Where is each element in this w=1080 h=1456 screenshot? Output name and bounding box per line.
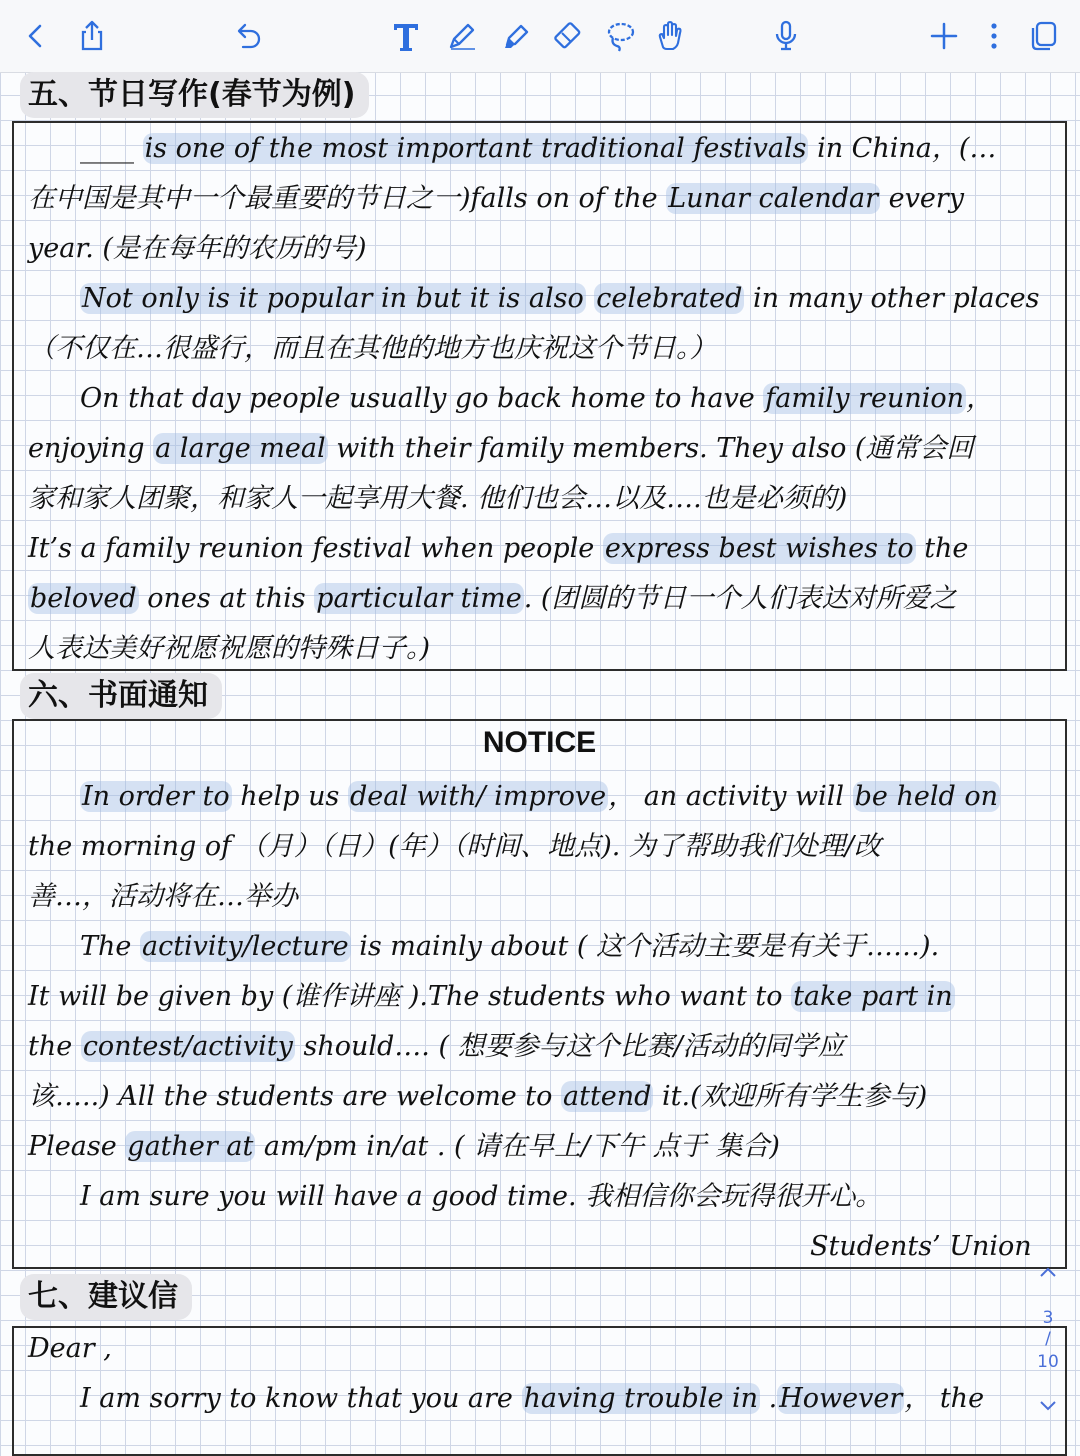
more-icon[interactable] — [972, 14, 1016, 58]
pages-icon[interactable] — [1022, 14, 1066, 58]
share-icon[interactable] — [70, 14, 114, 58]
undo-icon[interactable] — [226, 14, 270, 58]
section5-line — [28, 174, 1058, 224]
back-chevron-icon[interactable] — [14, 14, 58, 58]
section5-line — [28, 424, 1058, 474]
highlight-phrase: be held on — [854, 781, 998, 812]
note-text: help us — [231, 781, 348, 812]
highlight-phrase: gather at — [127, 1131, 254, 1162]
highlight-phrase: is one of the most important traditional festivals — [144, 133, 807, 164]
highlight-phrase: celebrated — [596, 283, 743, 314]
hand-icon[interactable] — [648, 14, 692, 58]
eraser-icon[interactable] — [546, 14, 590, 58]
note-text: the — [28, 1031, 81, 1062]
section5-line — [28, 324, 1058, 374]
highlighter-icon[interactable] — [494, 14, 538, 58]
section7-line — [80, 1374, 1080, 1424]
note-text: （不仅在…很盛行，而且在其他的地方也庆祝这个节日。） — [28, 333, 717, 364]
note-text: Please — [28, 1131, 126, 1162]
note-text: ， the — [904, 1383, 985, 1414]
note-text: 在中国是其中一个最重要的节日之一)falls on of the — [28, 183, 667, 214]
page-divider: / — [1045, 1329, 1051, 1349]
section7-line — [28, 1324, 1058, 1374]
note-text: Dear , — [28, 1333, 112, 1364]
highlight-phrase: particular time — [316, 583, 522, 614]
note-text: is mainly about ( 这个活动主要是有关于……). — [350, 931, 940, 962]
highlight-phrase: a large meal — [155, 433, 326, 464]
section6-line — [28, 822, 1058, 872]
section5-line — [28, 574, 1058, 624]
section5-line — [80, 124, 1080, 174]
note-text: ， — [966, 383, 994, 414]
note-text: it.(欢迎所有学生参与) — [653, 1081, 928, 1112]
highlight-phrase: activity/lecture — [141, 931, 349, 962]
note-text: in China，(… — [808, 133, 997, 164]
text-tool-icon[interactable] — [384, 14, 428, 58]
highlight-phrase: Not only is it popular in but it is also — [82, 283, 584, 314]
section6-line — [28, 872, 1058, 922]
note-text: should…. ( 想要参与这个比赛/活动的同学应 — [294, 1031, 845, 1062]
highlight-phrase: attend — [563, 1081, 652, 1112]
note-text: It will be given by (谁作讲座 ).The students who want to — [28, 981, 792, 1012]
highlight-phrase: take part in — [793, 981, 953, 1012]
section6-line — [28, 972, 1058, 1022]
note-text: ____ — [80, 133, 143, 164]
note-text: I am sure you will have a good time. 我相信你会玩得很开心。 — [80, 1181, 883, 1212]
note-text: 善…，活动将在…举办 — [28, 881, 298, 912]
note-text: . (团圆的节日一个人们表达对所爱之 — [523, 583, 957, 614]
page-total: 10 — [1037, 1352, 1059, 1372]
highlight-phrase: contest/activity — [82, 1031, 293, 1062]
note-text: enjoying — [28, 433, 154, 464]
section6-line — [80, 1172, 1080, 1222]
section7-heading: 七、建议信 — [20, 1274, 192, 1320]
section6-line — [28, 1022, 1058, 1072]
section5-line — [28, 624, 1058, 674]
highlight-phrase: family reunion — [765, 383, 965, 414]
section5-line — [80, 374, 1080, 424]
lasso-icon[interactable] — [598, 14, 642, 58]
note-text: am/pm in/at . ( 请在早上/下午 点于 集合) — [255, 1131, 780, 1162]
highlight-phrase: deal with/ improve — [349, 781, 607, 812]
pen-tool-icon[interactable] — [440, 14, 484, 58]
section6-line — [80, 772, 1080, 822]
add-page-icon[interactable] — [922, 14, 966, 58]
section6-heading: 六、书面通知 — [20, 673, 222, 719]
note-text: 家和家人团聚，和家人一起享用大餐. 他们也会…以及….也是必须的) — [28, 483, 848, 514]
highlight-phrase: In order to — [82, 781, 230, 812]
note-text: the morning of （月）（日）(年）（时间、地点). 为了帮助我们处理/改 — [28, 831, 882, 862]
section5-line — [28, 224, 1058, 274]
page-current: 3 — [1042, 1308, 1054, 1328]
highlight-phrase: However — [779, 1383, 903, 1414]
microphone-icon[interactable] — [764, 14, 808, 58]
notice-title: NOTICE — [482, 726, 597, 759]
note-text: On that day people usually go back home to have — [80, 383, 764, 414]
section5-line — [28, 474, 1058, 524]
note-text — [586, 283, 595, 314]
note-text: ， an activity will — [608, 781, 853, 812]
section6-line — [28, 1122, 1058, 1172]
note-text: 人表达美好祝愿祝愿的特殊日子。) — [28, 633, 431, 664]
note-text: I am sorry to know that you are — [80, 1383, 522, 1414]
section6-line — [80, 922, 1080, 972]
toolbar — [0, 0, 1080, 73]
note-text: in many other places — [744, 283, 1040, 314]
note-text: with their family members. They also (通常会回 — [327, 433, 974, 464]
highlight-phrase: Lunar calendar — [668, 183, 879, 214]
highlight-phrase: beloved — [30, 583, 137, 614]
note-text: the — [915, 533, 969, 564]
note-text: ones at this — [138, 583, 315, 614]
section5-line — [28, 524, 1058, 574]
note-text: It’s a family reunion festival when people — [28, 533, 603, 564]
section6-line — [28, 1072, 1058, 1122]
note-text: . — [760, 1383, 778, 1414]
highlight-phrase: having trouble in — [523, 1383, 759, 1414]
highlight-phrase: express best wishes to — [604, 533, 914, 564]
page-down-icon[interactable] — [1030, 1398, 1066, 1418]
note-text: 该…..) All the students are welcome to — [28, 1081, 561, 1112]
note-text: The — [80, 931, 140, 962]
note-text: every — [880, 183, 964, 214]
page-up-icon[interactable] — [1030, 1264, 1066, 1284]
notice-signature: Students’ Union — [810, 1231, 1032, 1262]
note-text: year. (是在每年的农历的号) — [28, 233, 367, 264]
section5-heading: 五、节日写作(春节为例) — [20, 72, 369, 118]
section5-line — [80, 274, 1080, 324]
